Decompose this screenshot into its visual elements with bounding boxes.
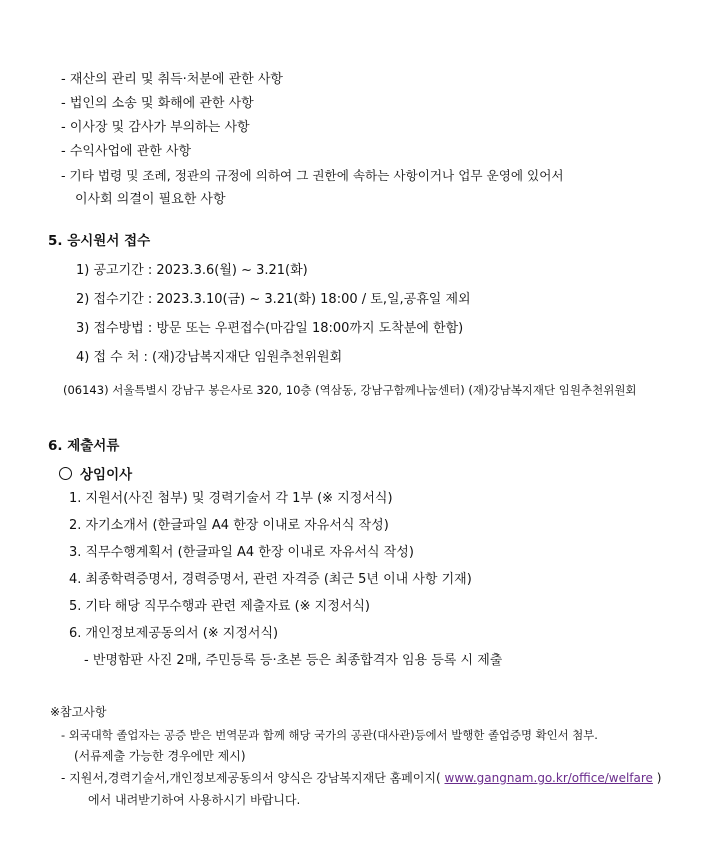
notes-text: - 지원서,경력기술서,개인정보제공동의서 양식은 강남복지재단 홈페이지( [61, 771, 441, 785]
application-item: 2) 접수기간 : 2023.3.10(금) ~ 3.21(화) 18:00 / 토,일,공휴일 제외 [76, 292, 471, 307]
duty-item-continued: 이사회 의결이 필요한 사항 [75, 192, 226, 207]
document-item: 6. 개인정보제공동의서 (※ 지정서식) [69, 626, 279, 641]
application-item: 3) 접수방법 : 방문 또는 우편접수(마감일 18:00까지 도착분에 한함) [76, 321, 464, 336]
address: (06143) 서울특별시 강남구 봉은사로 320, 10층 (역삼동, 강남구함께나눔센터) (재)강남복지재단 임원추천위원회 [63, 383, 637, 397]
notes-line: (서류제출 가능한 경우에만 제시) [74, 749, 246, 763]
document-item: 2. 자기소개서 (한글파일 A4 한장 이내로 자유서식 작성) [69, 518, 389, 533]
subsection-label: 상임이사 [80, 467, 133, 483]
section-title: 6. 제출서류 [48, 438, 120, 454]
circle-bullet-icon [59, 467, 72, 480]
document-item: 5. 기타 해당 직무수행과 관련 제출자료 (※ 지정서식) [69, 599, 370, 614]
section-title: 5. 응시원서 접수 [48, 233, 151, 249]
document-note: - 반명함판 사진 2매, 주민등록 등·초본 등은 최종합격자 임용 등록 시 제출 [84, 653, 503, 668]
document-item: 3. 직무수행계획서 (한글파일 A4 한장 이내로 자유서식 작성) [69, 545, 414, 560]
document-item: 1. 지원서(사진 첨부) 및 경력기술서 각 1부 (※ 지정서식) [69, 491, 393, 506]
application-item: 1) 공고기간 : 2023.3.6(월) ~ 3.21(화) [76, 263, 308, 278]
notes-text: ) [656, 771, 662, 785]
duty-item: - 재산의 관리 및 취득·처분에 관한 사항 [61, 72, 283, 87]
document-item: 4. 최종학력증명서, 경력증명서, 관련 자격증 (최근 5년 이내 사항 기재) [69, 572, 472, 587]
duty-item: - 이사장 및 감사가 부의하는 사항 [61, 120, 250, 135]
duty-item: - 법인의 소송 및 화해에 관한 사항 [61, 96, 254, 111]
subsection-title [59, 466, 132, 484]
duty-item: - 기타 법령 및 조례, 정관의 규정에 의하여 그 권한에 속하는 사항이거나 업무 운영에 있어서 [61, 168, 564, 183]
notes-line: 에서 내려받기하여 사용하시기 바랍니다. [88, 793, 301, 807]
notes-line: - 외국대학 졸업자는 공증 받은 번역문과 함께 해당 국가의 공관(대사관)등에서 발행한 졸업증명 확인서 첨부. [61, 728, 598, 742]
notes-title: ※참고사항 [50, 705, 107, 719]
application-item: 4) 접 수 처 : (재)강남복지재단 임원추천위원회 [76, 350, 343, 365]
duty-item: - 수익사업에 관한 사항 [61, 144, 192, 159]
homepage-link[interactable]: www.gangnam.go.kr/office/welfare [444, 771, 653, 785]
notes-line [61, 769, 661, 787]
